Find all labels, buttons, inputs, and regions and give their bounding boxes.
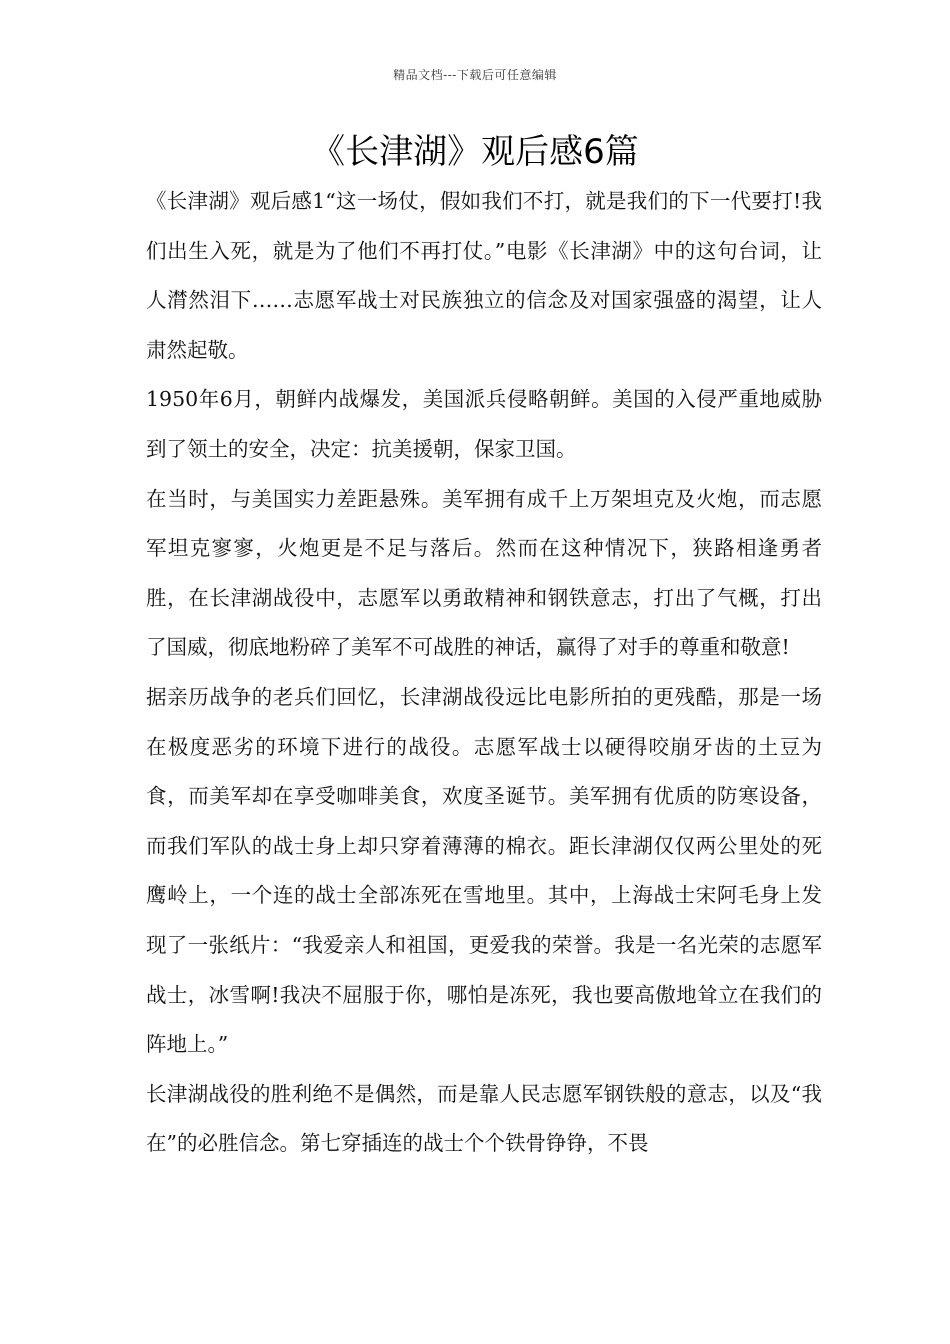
paragraph-1: 《长津湖》观后感1“这一场仗，假如我们不打，就是我们的下一代要打!我们出生入死，就是为了他们不再打仗。”电影《长津湖》中的这句台词，让人潸然泪下……志愿军战士对民族独立的信念及对国家强盛的渴望，让人肃然起敬。 <box>146 189 822 362</box>
page-header-note: 精品文档---下载后可任意编辑 <box>393 68 557 82</box>
document-title: 《长津湖》观后感6篇 <box>311 132 639 172</box>
paragraph-2: 1950年6月，朝鲜内战爆发，美国派兵侵略朝鲜。美国的入侵严重地威胁到了领土的安全，决定：抗美援朝，保家卫国。 <box>146 387 822 461</box>
paragraph-3: 在当时，与美国实力差距悬殊。美军拥有成千上万架坦克及火炮，而志愿军坦克寥寥，火炮更是不足与落后。然而在这种情况下，狭路相逢勇者胜，在长津湖战役中，志愿军以勇敢精神和钢铁意志，打出了气概，打出了国威，彻底地粉碎了美军不可战胜的神话，赢得了对手的尊重和敬意! <box>146 486 822 660</box>
paragraph-4: 据亲历战争的老兵们回忆，长津湖战役远比电影所拍的更残酷，那是一场在极度恶劣的环境下进行的战役。志愿军战士以硬得咬崩牙齿的土豆为食，而美军却在享受咖啡美食，欢度圣诞节。美军拥有优质的防寒设备，而我们军队的战士身上却只穿着薄薄的棉衣。距长津湖仅仅两公里处的死鹰岭上，一个连的战士全部冻死在雪地里。其中，上海战士宋阿毛身上发现了一张纸片：“我爱亲人和祖国，更爱我的荣誉。我是一名光荣的志愿军战士，冰雪啊!我决不屈服于你，哪怕是冻死，我也要高傲地耸立在我们的阵地上。” <box>146 684 822 1057</box>
document-body <box>146 177 822 1169</box>
paragraph-5: 长津湖战役的胜利绝不是偶然，而是靠人民志愿军钢铁般的意志，以及“我在”的必胜信念。第七穿插连的战士个个铁骨铮铮，不畏 <box>146 1081 822 1156</box>
